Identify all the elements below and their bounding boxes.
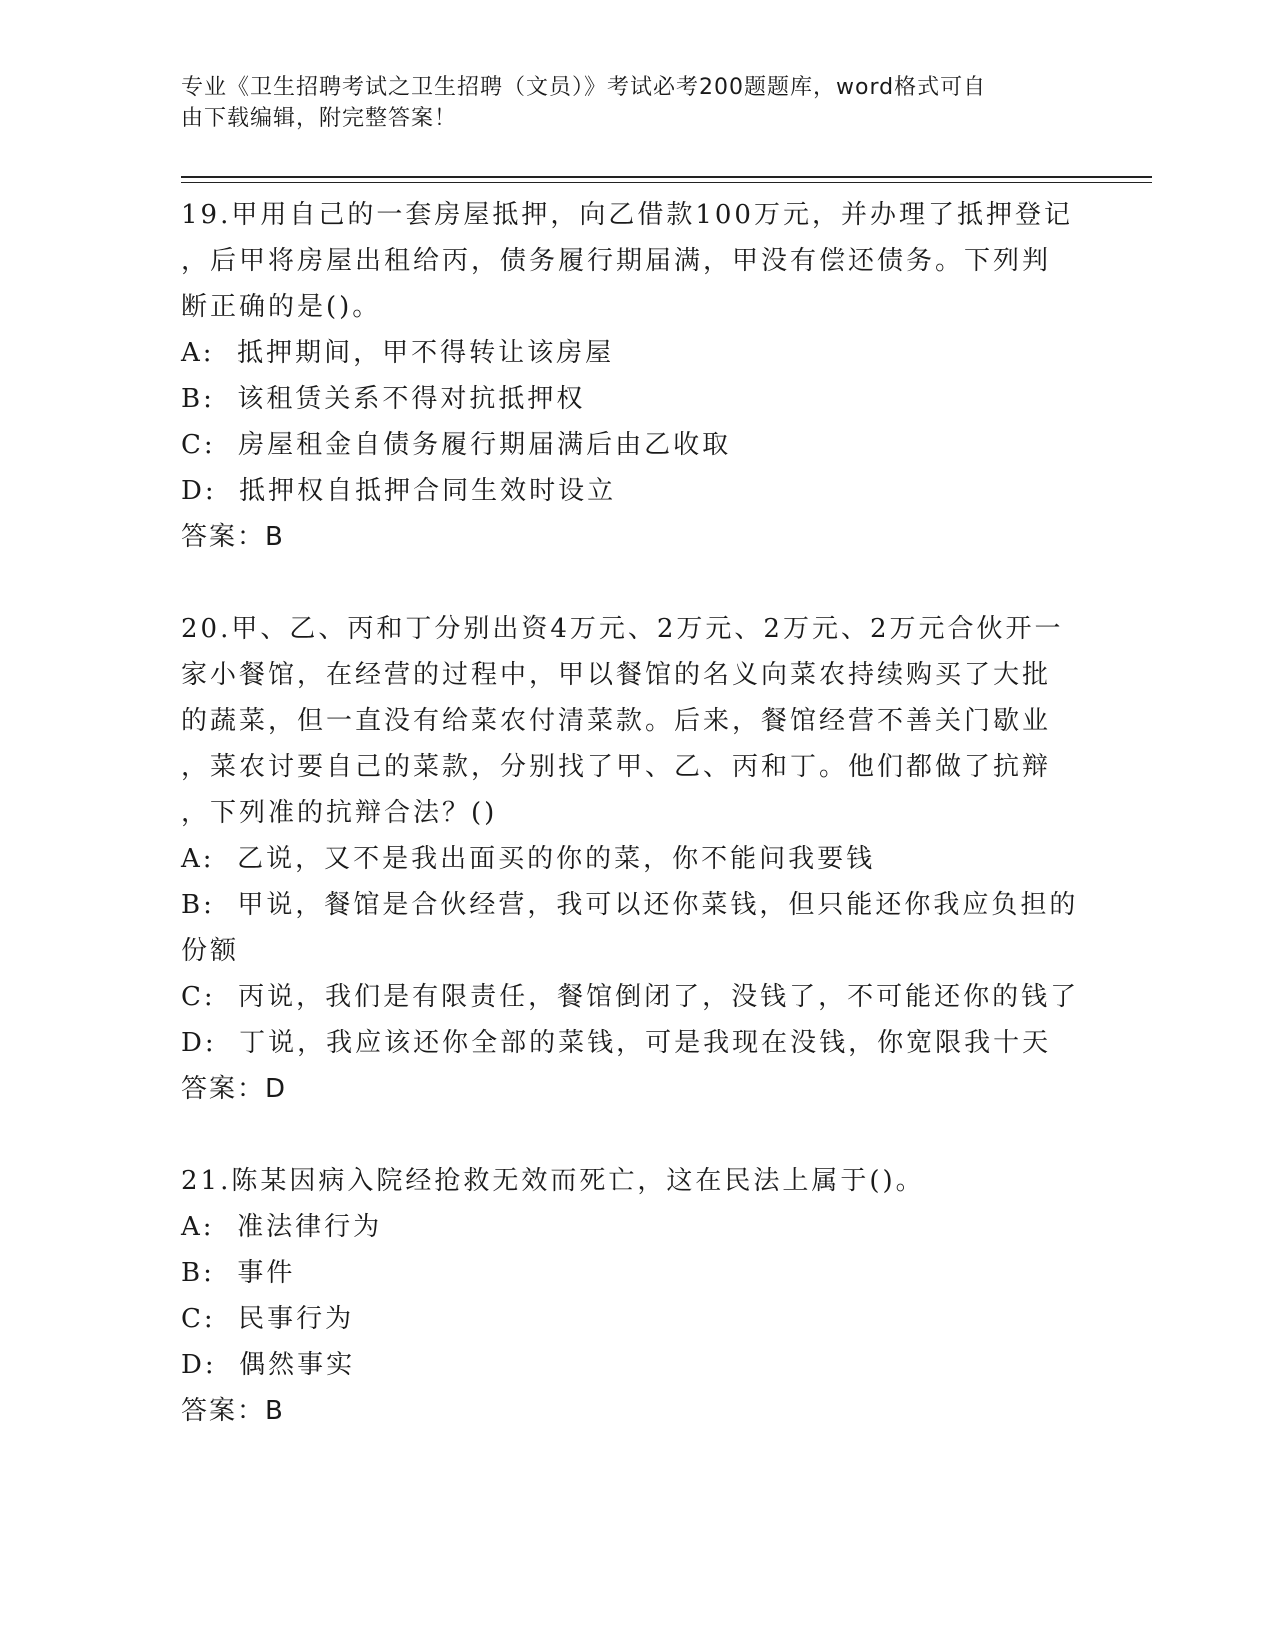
- question-19: [181, 192, 1081, 560]
- header-divider-thin: [181, 182, 1152, 183]
- question-20: [181, 606, 1081, 1112]
- answer-line: [181, 1066, 1081, 1112]
- option-b-continued: 份额: [181, 936, 240, 966]
- answer-value: B: [265, 1396, 285, 1426]
- option-d: D: 偶然事实: [181, 1350, 356, 1380]
- question-text-line: 20.甲、乙、丙和丁分别出资4万元、2万元、2万元、2万元合伙开一: [181, 614, 1064, 644]
- option-b: B: 事件: [181, 1258, 296, 1288]
- question-text-line: 21.陈某因病入院经抢救无效而死亡，这在民法上属于()。: [181, 1166, 925, 1196]
- question-21: [181, 1158, 1081, 1434]
- answer-label: 答案：: [181, 1396, 266, 1426]
- option-d: D: 抵押权自抵押合同生效时设立: [181, 476, 617, 506]
- option-a: A: 抵押期间，甲不得转让该房屋: [181, 338, 615, 368]
- header-line-2: 由下载编辑，附完整答案！: [181, 106, 458, 131]
- answer-line: [181, 1388, 1081, 1434]
- answer-label: 答案：: [181, 522, 266, 552]
- header-divider-thick: [181, 176, 1152, 178]
- option-a: A: 乙说，又不是我出面买的你的菜，你不能问我要钱: [181, 844, 876, 874]
- answer-value: D: [265, 1074, 288, 1104]
- question-text-line: ，后甲将房屋出租给丙，债务履行期届满，甲没有偿还债务。下列判: [181, 246, 1052, 276]
- question-text-line: ，下列准的抗辩合法？(): [181, 798, 498, 828]
- option-d: D: 丁说，我应该还你全部的菜钱，可是我现在没钱，你宽限我十天: [181, 1028, 1052, 1058]
- document-header: [181, 72, 1061, 134]
- question-text-line: 19.甲用自己的一套房屋抵押，向乙借款100万元，并办理了抵押登记: [181, 200, 1073, 230]
- option-c: C: 丙说，我们是有限责任，餐馆倒闭了，没钱了，不可能还你的钱了: [181, 982, 1080, 1012]
- option-c: C: 民事行为: [181, 1304, 355, 1334]
- header-line-1: 专业《卫生招聘考试之卫生招聘（文员）》考试必考200题题库，word格式可自: [181, 75, 987, 100]
- option-b: B: 该租赁关系不得对抗抵押权: [181, 384, 586, 414]
- answer-line: [181, 514, 1081, 560]
- option-b: B: 甲说，餐馆是合伙经营，我可以还你菜钱，但只能还你我应负担的: [181, 890, 1079, 920]
- option-a: A: 准法律行为: [181, 1212, 383, 1242]
- questions-list: [181, 192, 1081, 1480]
- question-text-line: 家小餐馆，在经营的过程中，甲以餐馆的名义向菜农持续购买了大批: [181, 660, 1052, 690]
- answer-label: 答案：: [181, 1074, 266, 1104]
- question-text-line: 的蔬菜，但一直没有给菜农付清菜款。后来，餐馆经营不善关门歇业: [181, 706, 1052, 736]
- option-c: C: 房屋租金自债务履行期届满后由乙收取: [181, 430, 732, 460]
- question-text-line: 断正确的是()。: [181, 292, 382, 322]
- answer-value: B: [265, 522, 285, 552]
- question-text-line: ，菜农讨要自己的菜款，分别找了甲、乙、丙和丁。他们都做了抗辩: [181, 752, 1052, 782]
